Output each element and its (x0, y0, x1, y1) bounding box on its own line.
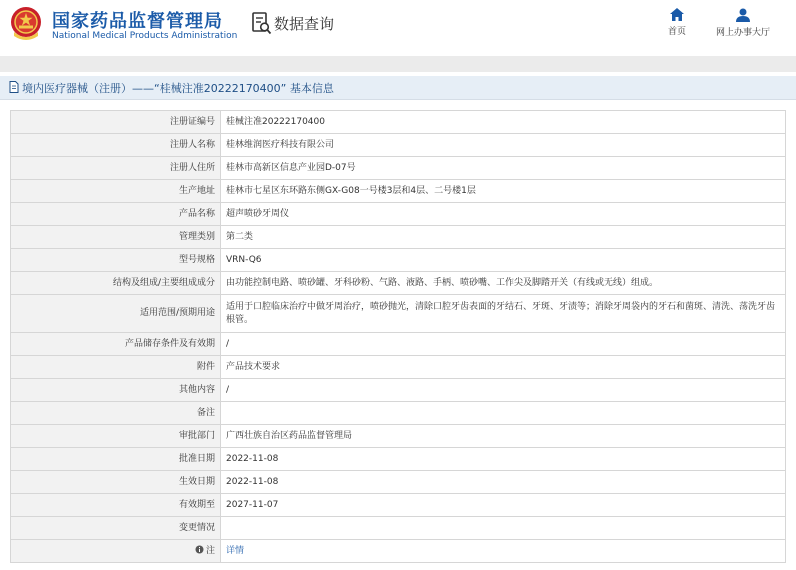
row-value: 广西壮族自治区药品监督管理局 (221, 425, 786, 448)
page-title: 数据查询 (274, 15, 335, 33)
row-value: 桂械注准20222170400 (221, 111, 786, 134)
row-value: 桂林市高新区信息产业园D-07号 (221, 157, 786, 180)
row-label: 注册证编号 (11, 111, 221, 134)
table-row (11, 402, 786, 425)
row-value: VRN-Q6 (221, 249, 786, 272)
row-value: 适用于口腔临床治疗中做牙周治疗，喷砂抛光，清除口腔牙齿表面的牙结石、牙斑、牙渍等；消除牙周袋内的牙石和菌斑、清洗、荡洗牙齿根管。 (226, 301, 776, 325)
row-value (221, 402, 786, 425)
table-row (11, 226, 786, 249)
table-row (11, 111, 786, 134)
row-label: 注 (205, 545, 215, 556)
table-row (11, 134, 786, 157)
table-row (11, 425, 786, 448)
row-label: 结构及组成/主要组成成分 (11, 272, 221, 295)
table-row (11, 448, 786, 471)
nav-service-hall-label: 网上办事大厅 (715, 28, 770, 38)
table-row (11, 203, 786, 226)
row-label: 产品储存条件及有效期 (11, 333, 221, 356)
row-value: 2022-11-08 (221, 448, 786, 471)
org-name-cn: 国家药品监督管理局 (52, 11, 223, 32)
row-label: 备注 (11, 402, 221, 425)
breadcrumb: 境内医疗器械（注册）——“桂械注准20222170400” 基本信息 (22, 82, 334, 95)
row-value: 由功能控制电路、喷砂罐、牙科砂粉、气路、液路、手柄、喷砂嘴、工作尖及脚踏开关（有线或无线）组成。 (221, 272, 786, 295)
row-value: 超声喷砂牙周仪 (221, 203, 786, 226)
row-value: 2022-11-08 (221, 471, 786, 494)
details-link[interactable]: 详情 (226, 545, 245, 556)
row-value: 桂林市七星区东环路东侧GX-G08一号楼3层和4层、二号楼1层 (221, 180, 786, 203)
row-label: 管理类别 (11, 226, 221, 249)
nav-home-link[interactable] (660, 8, 694, 44)
table-row (11, 272, 786, 295)
nav-home-label: 首页 (667, 27, 686, 37)
row-value: / (221, 333, 786, 356)
table-row (11, 517, 786, 540)
row-value: / (221, 379, 786, 402)
header-divider-band (0, 56, 796, 72)
row-value: 桂林维润医疗科技有限公司 (221, 134, 786, 157)
table-row (11, 333, 786, 356)
row-value: 第二类 (221, 226, 786, 249)
row-label: 注册人住所 (11, 157, 221, 180)
row-label: 有效期至 (11, 494, 221, 517)
table-row (11, 379, 786, 402)
org-name-en: National Medical Products Administration (52, 31, 238, 41)
row-label: 审批部门 (11, 425, 221, 448)
table-row (11, 295, 786, 333)
row-value: 2027-11-07 (221, 494, 786, 517)
row-label: 变更情况 (11, 517, 221, 540)
table-row (11, 249, 786, 272)
info-dot-icon (195, 545, 204, 554)
national-emblem-icon (10, 6, 42, 42)
table-row (11, 471, 786, 494)
row-label: 附件 (11, 356, 221, 379)
row-label: 生效日期 (11, 471, 221, 494)
row-value: 产品技术要求 (221, 356, 786, 379)
home-icon (670, 8, 684, 21)
site-header (0, 0, 796, 50)
table-row (11, 157, 786, 180)
document-icon (8, 81, 20, 93)
row-label: 生产地址 (11, 180, 221, 203)
table-row (11, 356, 786, 379)
document-search-icon (252, 12, 272, 36)
user-icon (736, 8, 750, 22)
row-label: 适用范围/预期用途 (11, 295, 221, 333)
row-label: 注册人名称 (11, 134, 221, 157)
row-value (221, 517, 786, 540)
row-label: 产品名称 (11, 203, 221, 226)
row-label: 批准日期 (11, 448, 221, 471)
nav-service-hall-link[interactable] (712, 8, 774, 44)
table-row (11, 540, 786, 563)
table-row (11, 180, 786, 203)
row-label: 型号规格 (11, 249, 221, 272)
row-label: 其他内容 (11, 379, 221, 402)
table-row (11, 494, 786, 517)
detail-table (10, 110, 786, 563)
